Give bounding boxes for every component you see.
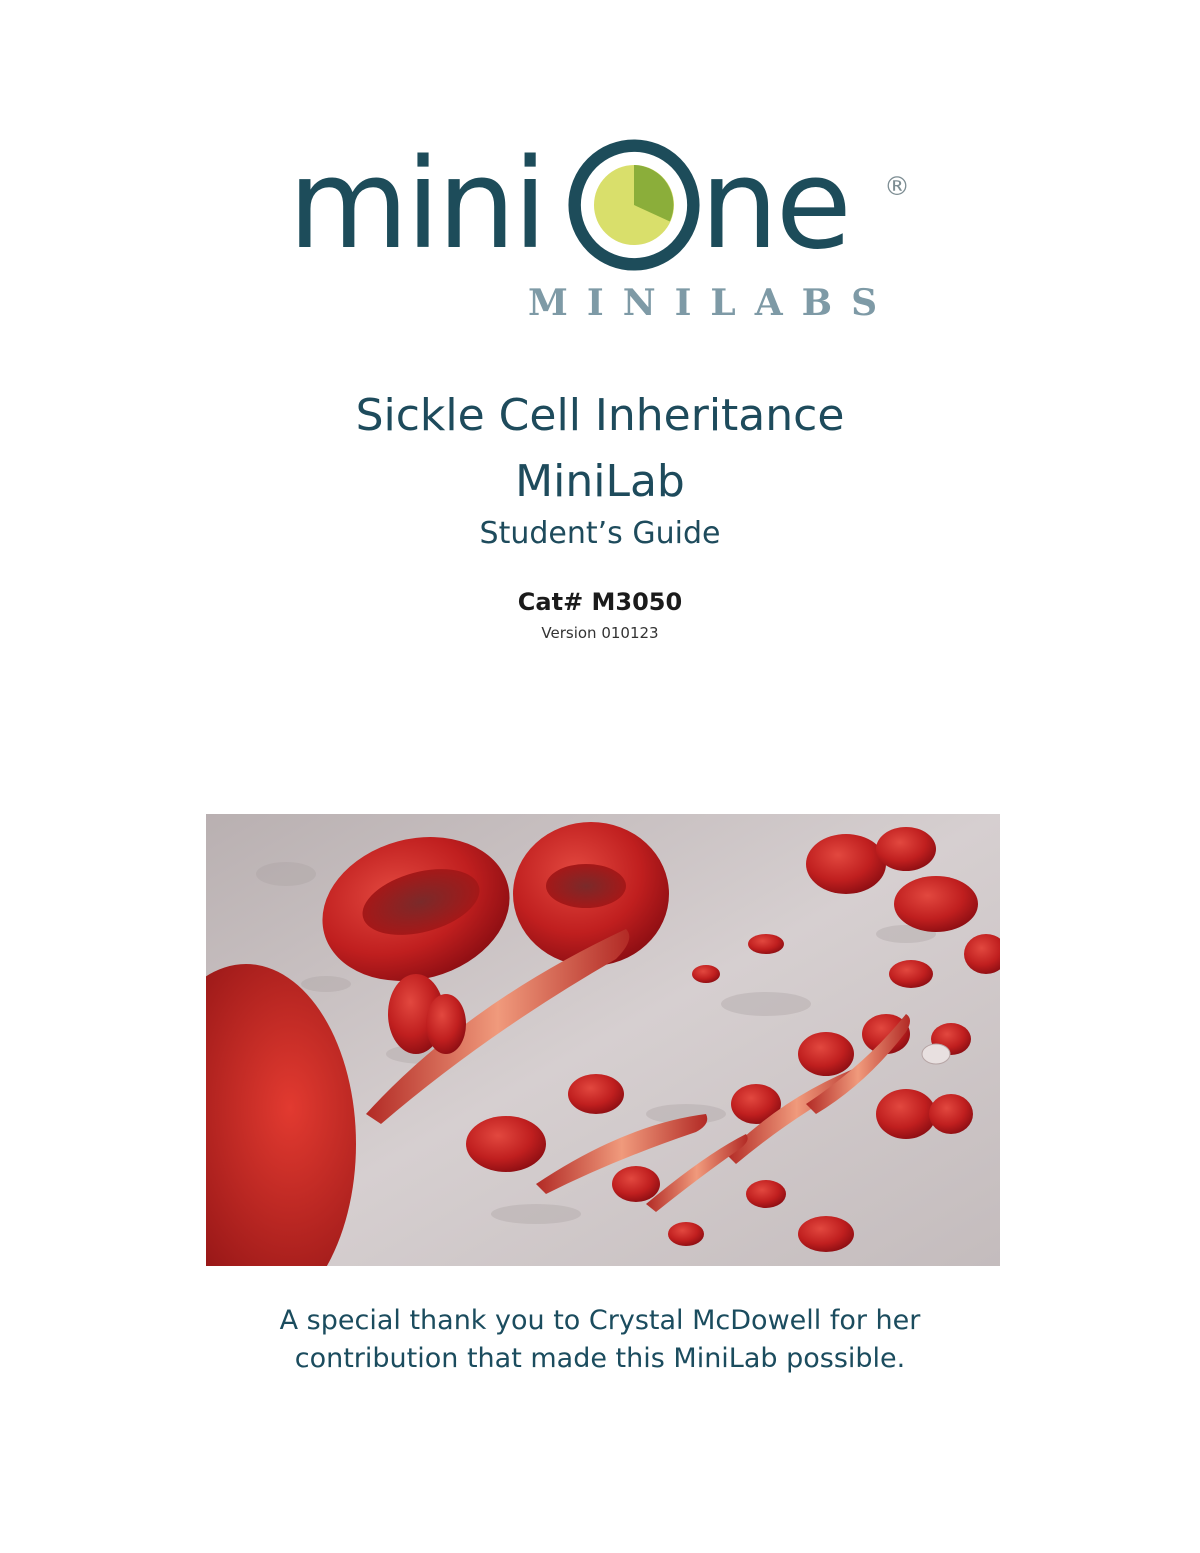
logo-o-icon bbox=[565, 136, 703, 274]
acknowledgement bbox=[0, 1302, 1200, 1378]
registered-mark: ® bbox=[884, 172, 910, 202]
version-label: Version 010123 bbox=[541, 624, 659, 642]
logo-word-mini: mini bbox=[288, 133, 545, 277]
logo-subtitle: MINILABS bbox=[528, 282, 897, 324]
cover-image bbox=[206, 814, 1000, 1266]
red-blood-cells-illustration-icon bbox=[206, 814, 1000, 1266]
logo-word-ne: ne bbox=[700, 133, 849, 277]
document-subtitle: Student’s Guide bbox=[479, 516, 721, 551]
acknowledgement-line2: contribution that made this MiniLab possible. bbox=[294, 1343, 906, 1374]
minione-logo bbox=[0, 130, 1200, 330]
acknowledgement-line1: A special thank you to Crystal McDowell for her bbox=[279, 1305, 921, 1336]
document-title-line2: MiniLab bbox=[515, 456, 685, 507]
document-title-line1: Sickle Cell Inheritance bbox=[355, 390, 845, 441]
catalog-number: Cat# M3050 bbox=[517, 588, 683, 616]
